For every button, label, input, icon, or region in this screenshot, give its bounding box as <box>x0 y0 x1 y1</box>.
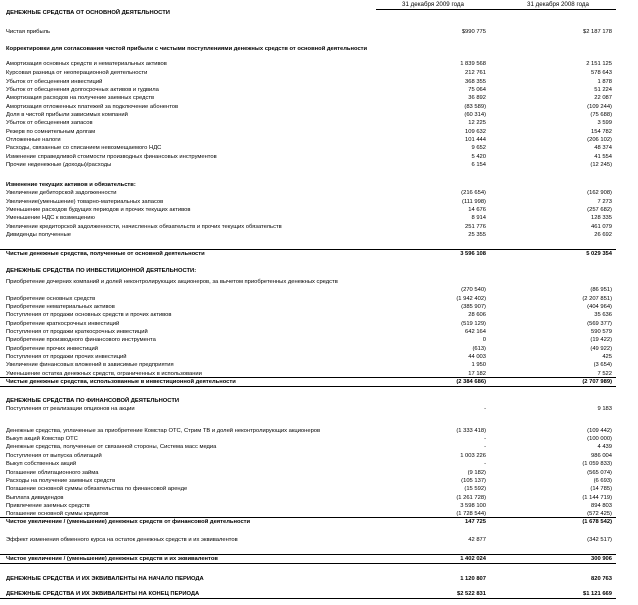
value-2008: 26 692 <box>594 232 612 238</box>
value-2008: (19 422) <box>590 337 612 343</box>
value-2008: (257 682) <box>587 207 612 213</box>
row-label: Эффект изменения обменного курса на остаток денежных средств и их эквивалентов <box>6 537 238 543</box>
statement-row <box>0 206 638 214</box>
statement-row <box>0 397 638 405</box>
total-rule <box>0 249 616 250</box>
statement-row <box>0 460 638 468</box>
row-label: ДЕНЕЖНЫЕ СРЕДСТВА ПО ИНВЕСТИЦИОННОЙ ДЕЯТЕЛЬНОСТИ: <box>6 268 197 274</box>
value-2009: (1 333 418) <box>456 428 486 434</box>
value-2008: $1 121 669 <box>582 591 612 597</box>
value-2009: 12 225 <box>468 120 486 126</box>
value-2009: (2 384 686) <box>456 379 486 385</box>
value-2009: 1 402 024 <box>460 556 486 562</box>
row-label: Денежные средства, полученные от связанной стороны, Система масс медиа <box>6 444 217 450</box>
value-2008: 461 079 <box>591 224 612 230</box>
statement-row <box>0 443 638 451</box>
value-2008: (14 785) <box>590 486 612 492</box>
statement-row <box>0 295 638 303</box>
value-2008: (342 517) <box>587 537 612 543</box>
value-2009: (613) <box>472 346 486 352</box>
row-label: Приобретение краткосрочных инвестиций <box>6 321 120 327</box>
row-label: Поступления от реализации опционов на акции <box>6 406 135 412</box>
value-2009: 368 355 <box>465 79 486 85</box>
statement-row <box>0 69 638 77</box>
value-2009: (15 592) <box>464 486 486 492</box>
value-2009: 3 596 108 <box>460 251 486 257</box>
row-label: Изменение текущих активов и обязательств: <box>6 182 136 188</box>
value-2008: 2 151 125 <box>586 61 612 67</box>
value-2008: (2 207 851) <box>582 296 612 302</box>
row-label: Приобретение прочих инвестиций <box>6 346 99 352</box>
value-2008: 22 087 <box>594 95 612 101</box>
row-label: Погашение основной суммы кредитов <box>6 511 109 517</box>
value-2009: - <box>484 406 486 412</box>
row-label: Амортизация отложенных платежей за подключение абонентов <box>6 104 179 110</box>
row-label: Увеличение кредиторской задолженности, начисленных обязательств и прочих текущих обязательств <box>6 224 282 230</box>
row-label: Уменьшение расходов будущих периодов и прочих текущих активов <box>6 207 191 213</box>
statement-row <box>0 378 638 386</box>
value-2008: 51 224 <box>594 87 612 93</box>
value-2009: (9 182) <box>467 470 486 476</box>
value-2009: 28 606 <box>468 312 486 318</box>
value-2008: (86 951) <box>590 287 612 293</box>
row-label: Приобретение дочерних компаний и долей неконтролирующих акционеров, за вычетом приобретенных денежных средств <box>6 279 338 285</box>
value-2008: 7 273 <box>597 199 612 205</box>
value-2008: (109 442) <box>587 428 612 434</box>
value-2009: $990 775 <box>461 29 486 35</box>
statement-row <box>0 119 638 127</box>
column-header-2009: 31 декабря 2009 года <box>402 1 464 8</box>
statement-row <box>0 231 638 239</box>
statement-row <box>0 136 638 144</box>
row-label: Чистые денежные средства, использованные в инвестиционной деятельности <box>6 379 236 385</box>
value-2009: 1 950 <box>471 362 486 368</box>
value-2008: 894 803 <box>591 503 612 509</box>
value-2008: 128 335 <box>591 215 612 221</box>
value-2008: (109 244) <box>587 104 612 110</box>
value-2009: 9 652 <box>471 145 486 151</box>
row-label: Денежные средства, уплаченные за приобретение Комстар ОТС, Стрим ТВ и долей неконтролирующих акционеров <box>6 428 321 434</box>
statement-row <box>0 555 638 563</box>
value-2009: 14 676 <box>468 207 486 213</box>
row-label: Увеличение финансовых вложений в зависимые предприятия <box>6 362 174 368</box>
value-2008: 48 374 <box>594 145 612 151</box>
row-label: Поступления от продажи прочих инвестиций <box>6 354 127 360</box>
statement-row <box>0 328 638 336</box>
value-2008: (49 922) <box>590 346 612 352</box>
value-2008: 9 183 <box>597 406 612 412</box>
statement-row <box>0 278 638 294</box>
statement-row <box>0 427 638 435</box>
value-2008: 154 782 <box>591 129 612 135</box>
row-label: Выплата дивидендов <box>6 495 64 501</box>
row-label: Погашение облигационного займа <box>6 470 99 476</box>
row-label: Чистое увеличение / (уменьшение) денежных средств от финансовой деятельности <box>6 519 251 525</box>
value-2009: 642 164 <box>465 329 486 335</box>
value-2009: 42 877 <box>468 537 486 543</box>
row-label: Убыток от обесценения долгосрочных активов и гудвила <box>6 87 159 93</box>
row-label: Поступления от выпуска облигаций <box>6 453 102 459</box>
row-label: Уменьшение остатка денежных средств, ограниченных в использовании <box>6 371 202 377</box>
value-2008: (1 059 833) <box>582 461 612 467</box>
row-label: Амортизация основных средств и нематериальных активов <box>6 61 167 67</box>
value-2008: (1 678 542) <box>582 519 612 525</box>
value-2008: 1 878 <box>597 79 612 85</box>
value-2009: (216 654) <box>461 190 486 196</box>
statement-row <box>0 45 638 61</box>
value-2008: 35 636 <box>594 312 612 318</box>
value-2008: (75 688) <box>590 112 612 118</box>
value-2009: - <box>484 436 486 442</box>
value-2009: (105 137) <box>461 478 486 484</box>
statement-row <box>0 435 638 443</box>
statement-row <box>0 189 638 197</box>
statement-row <box>0 181 638 189</box>
statement-row <box>0 518 638 526</box>
value-2009: (1 261 728) <box>456 495 486 501</box>
row-label: Выкуп собственных акций <box>6 461 77 467</box>
value-2009: 109 632 <box>465 129 486 135</box>
value-2008: (404 964) <box>587 304 612 310</box>
total-rule <box>0 386 616 387</box>
value-2009: (270 540) <box>461 287 486 293</box>
row-label: Убыток от обесценения запасов <box>6 120 93 126</box>
value-2008: 590 579 <box>591 329 612 335</box>
value-2008: 425 <box>602 354 612 360</box>
statement-row <box>0 311 638 319</box>
value-2009: 36 892 <box>468 95 486 101</box>
value-2008: (162 908) <box>587 190 612 196</box>
total-rule <box>0 517 616 518</box>
row-label: Дивиденды полученные <box>6 232 72 238</box>
total-rule <box>0 554 616 555</box>
value-2009: 0 <box>482 337 486 343</box>
row-label: Чистая прибыль <box>6 29 51 35</box>
statement-row <box>0 111 638 119</box>
value-2009: (60 314) <box>464 112 486 118</box>
value-2009: 101 444 <box>465 137 486 143</box>
value-2008: (100 000) <box>587 436 612 442</box>
row-label: Изменение справедливой стоимости производных финансовых инструментов <box>6 154 217 160</box>
statement-row <box>0 469 638 477</box>
statement-row <box>0 214 638 222</box>
statement-row <box>0 86 638 94</box>
row-label: Поступления от продажи краткосрочных инвестиций <box>6 329 148 335</box>
statement-row <box>0 250 638 258</box>
value-2008: (12 245) <box>590 162 612 168</box>
value-2009: 3 598 100 <box>460 503 486 509</box>
row-label: Погашение основной суммы обязательства по финансовой аренде <box>6 486 188 492</box>
value-2008: (565 074) <box>587 470 612 476</box>
column-header-2008: 31 декабря 2008 года <box>527 1 589 8</box>
row-label: ДЕНЕЖНЫЕ СРЕДСТВА ПО ФИНАНСОВОЙ ДЕЯТЕЛЬНОСТИ <box>6 398 180 404</box>
statement-row <box>0 536 638 544</box>
value-2009: 1 120 807 <box>460 576 486 582</box>
row-label: Чистые денежные средства, полученные от основной деятельности <box>6 251 205 257</box>
statement-row <box>0 320 638 328</box>
statement-row <box>0 494 638 502</box>
value-2008: 5 029 354 <box>586 251 612 257</box>
total-rule <box>0 563 616 564</box>
row-label: Выкуп акций Комстар ОТС <box>6 436 78 442</box>
value-2009: (385 907) <box>461 304 486 310</box>
statement-row <box>0 452 638 460</box>
row-label: ДЕНЕЖНЫЕ СРЕДСТВА ОТ ОСНОВНОЙ ДЕЯТЕЛЬНОСТИ <box>6 10 170 16</box>
row-label: Уменьшение НДС к возмещению <box>6 215 95 221</box>
value-2009: (1 728 544) <box>456 511 486 517</box>
row-label: Убыток от обесценения инвестиций <box>6 79 103 85</box>
value-2009: 17 182 <box>468 371 486 377</box>
statement-row <box>0 198 638 206</box>
row-label: Расходы, связанные со списанием невозмещаемого НДС <box>6 145 162 151</box>
row-label: Чистое увеличение / (уменьшение) денежных средств и их эквивалентов <box>6 556 218 562</box>
value-2009: $2 522 831 <box>456 591 486 597</box>
row-label: ДЕНЕЖНЫЕ СРЕДСТВА И ИХ ЭКВИВАЛЕНТЫ НА КОНЕЦ ПЕРИОДА <box>6 591 200 597</box>
statement-row <box>0 223 638 231</box>
value-2009: 5 420 <box>471 154 486 160</box>
statement-row <box>0 477 638 485</box>
value-2009: 6 154 <box>471 162 486 168</box>
row-label: Поступления от продажи основных средств и прочих активов <box>6 312 172 318</box>
value-2008: 41 554 <box>594 154 612 160</box>
row-label: Корректировки для согласования чистой прибыли с чистыми поступлениями денежных средств от основной деятельности <box>6 46 368 52</box>
statement-row <box>0 153 638 161</box>
total-rule <box>0 598 616 599</box>
value-2009: 44 003 <box>468 354 486 360</box>
statement-row <box>0 303 638 311</box>
statement-row <box>0 485 638 493</box>
value-2009: 147 725 <box>465 519 486 525</box>
value-2008: 7 522 <box>597 371 612 377</box>
value-2009: - <box>484 444 486 450</box>
value-2008: 578 643 <box>591 70 612 76</box>
statement-row <box>0 345 638 353</box>
statement-row <box>0 502 638 510</box>
statement-row <box>0 28 638 36</box>
value-2009: (111 998) <box>462 199 486 205</box>
value-2009: 1 839 568 <box>460 61 486 67</box>
statement-row <box>0 161 638 169</box>
value-2009: - <box>484 461 486 467</box>
value-2009: 251 776 <box>465 224 486 230</box>
value-2008: (6 693) <box>593 478 612 484</box>
statement-row <box>0 94 638 102</box>
statement-row <box>0 103 638 111</box>
row-label: Приобретение производного финансового инструмента <box>6 337 156 343</box>
row-label: Увеличение(уменьшение) товарно-материальных запасов <box>6 199 164 205</box>
row-label: Прочие неденежные (доходы)/расходы <box>6 162 112 168</box>
value-2009: (519 129) <box>461 321 486 327</box>
value-2008: (2 707 989) <box>582 379 612 385</box>
row-label: Расходы на получение заемных средств <box>6 478 116 484</box>
value-2008: (1 144 719) <box>582 495 612 501</box>
statement-row <box>0 144 638 152</box>
value-2009: 1 003 226 <box>460 453 486 459</box>
row-label: ДЕНЕЖНЫЕ СРЕДСТВА И ИХ ЭКВИВАЛЕНТЫ НА НАЧАЛО ПЕРИОДА <box>6 576 204 582</box>
row-label: Приобретение основных средств <box>6 296 96 302</box>
row-label: Курсовая разница от неоперационной деятельности <box>6 70 148 76</box>
value-2008: (206 102) <box>587 137 612 143</box>
value-2009: (1 942 402) <box>456 296 486 302</box>
value-2008: 300 906 <box>591 556 612 562</box>
total-rule <box>0 377 616 378</box>
value-2009: 25 355 <box>468 232 486 238</box>
row-label: Увеличение дебиторской задолженности <box>6 190 117 196</box>
row-label: Отложенные налоги <box>6 137 61 143</box>
row-label: Резерв по сомнительным долгам <box>6 129 96 135</box>
statement-row <box>0 78 638 86</box>
statement-row <box>0 575 638 583</box>
row-label: Привлечение заемных средств <box>6 503 90 509</box>
statement-row <box>0 9 638 17</box>
value-2009: 75 064 <box>468 87 486 93</box>
statement-row <box>0 405 638 413</box>
value-2008: 3 599 <box>597 120 612 126</box>
value-2009: 8 914 <box>471 215 486 221</box>
row-label: Приобретение нематериальных активов <box>6 304 115 310</box>
value-2009: 212 761 <box>465 70 486 76</box>
value-2008: $2 187 178 <box>582 29 612 35</box>
statement-row <box>0 590 638 598</box>
value-2008: (3 654) <box>593 362 612 368</box>
statement-row <box>0 128 638 136</box>
value-2008: 986 004 <box>591 453 612 459</box>
value-2008: (569 377) <box>587 321 612 327</box>
statement-row <box>0 267 638 275</box>
value-2009: (83 589) <box>464 104 486 110</box>
statement-row <box>0 361 638 369</box>
value-2008: (572 425) <box>587 511 612 517</box>
statement-row <box>0 336 638 344</box>
statement-row <box>0 353 638 361</box>
value-2008: 820 763 <box>591 576 612 582</box>
row-label: Доля в чистой прибыли зависимых компаний <box>6 112 128 118</box>
value-2008: 4 439 <box>597 444 612 450</box>
statement-row <box>0 60 638 68</box>
row-label: Амортизация расходов на получение заемных средств <box>6 95 155 101</box>
